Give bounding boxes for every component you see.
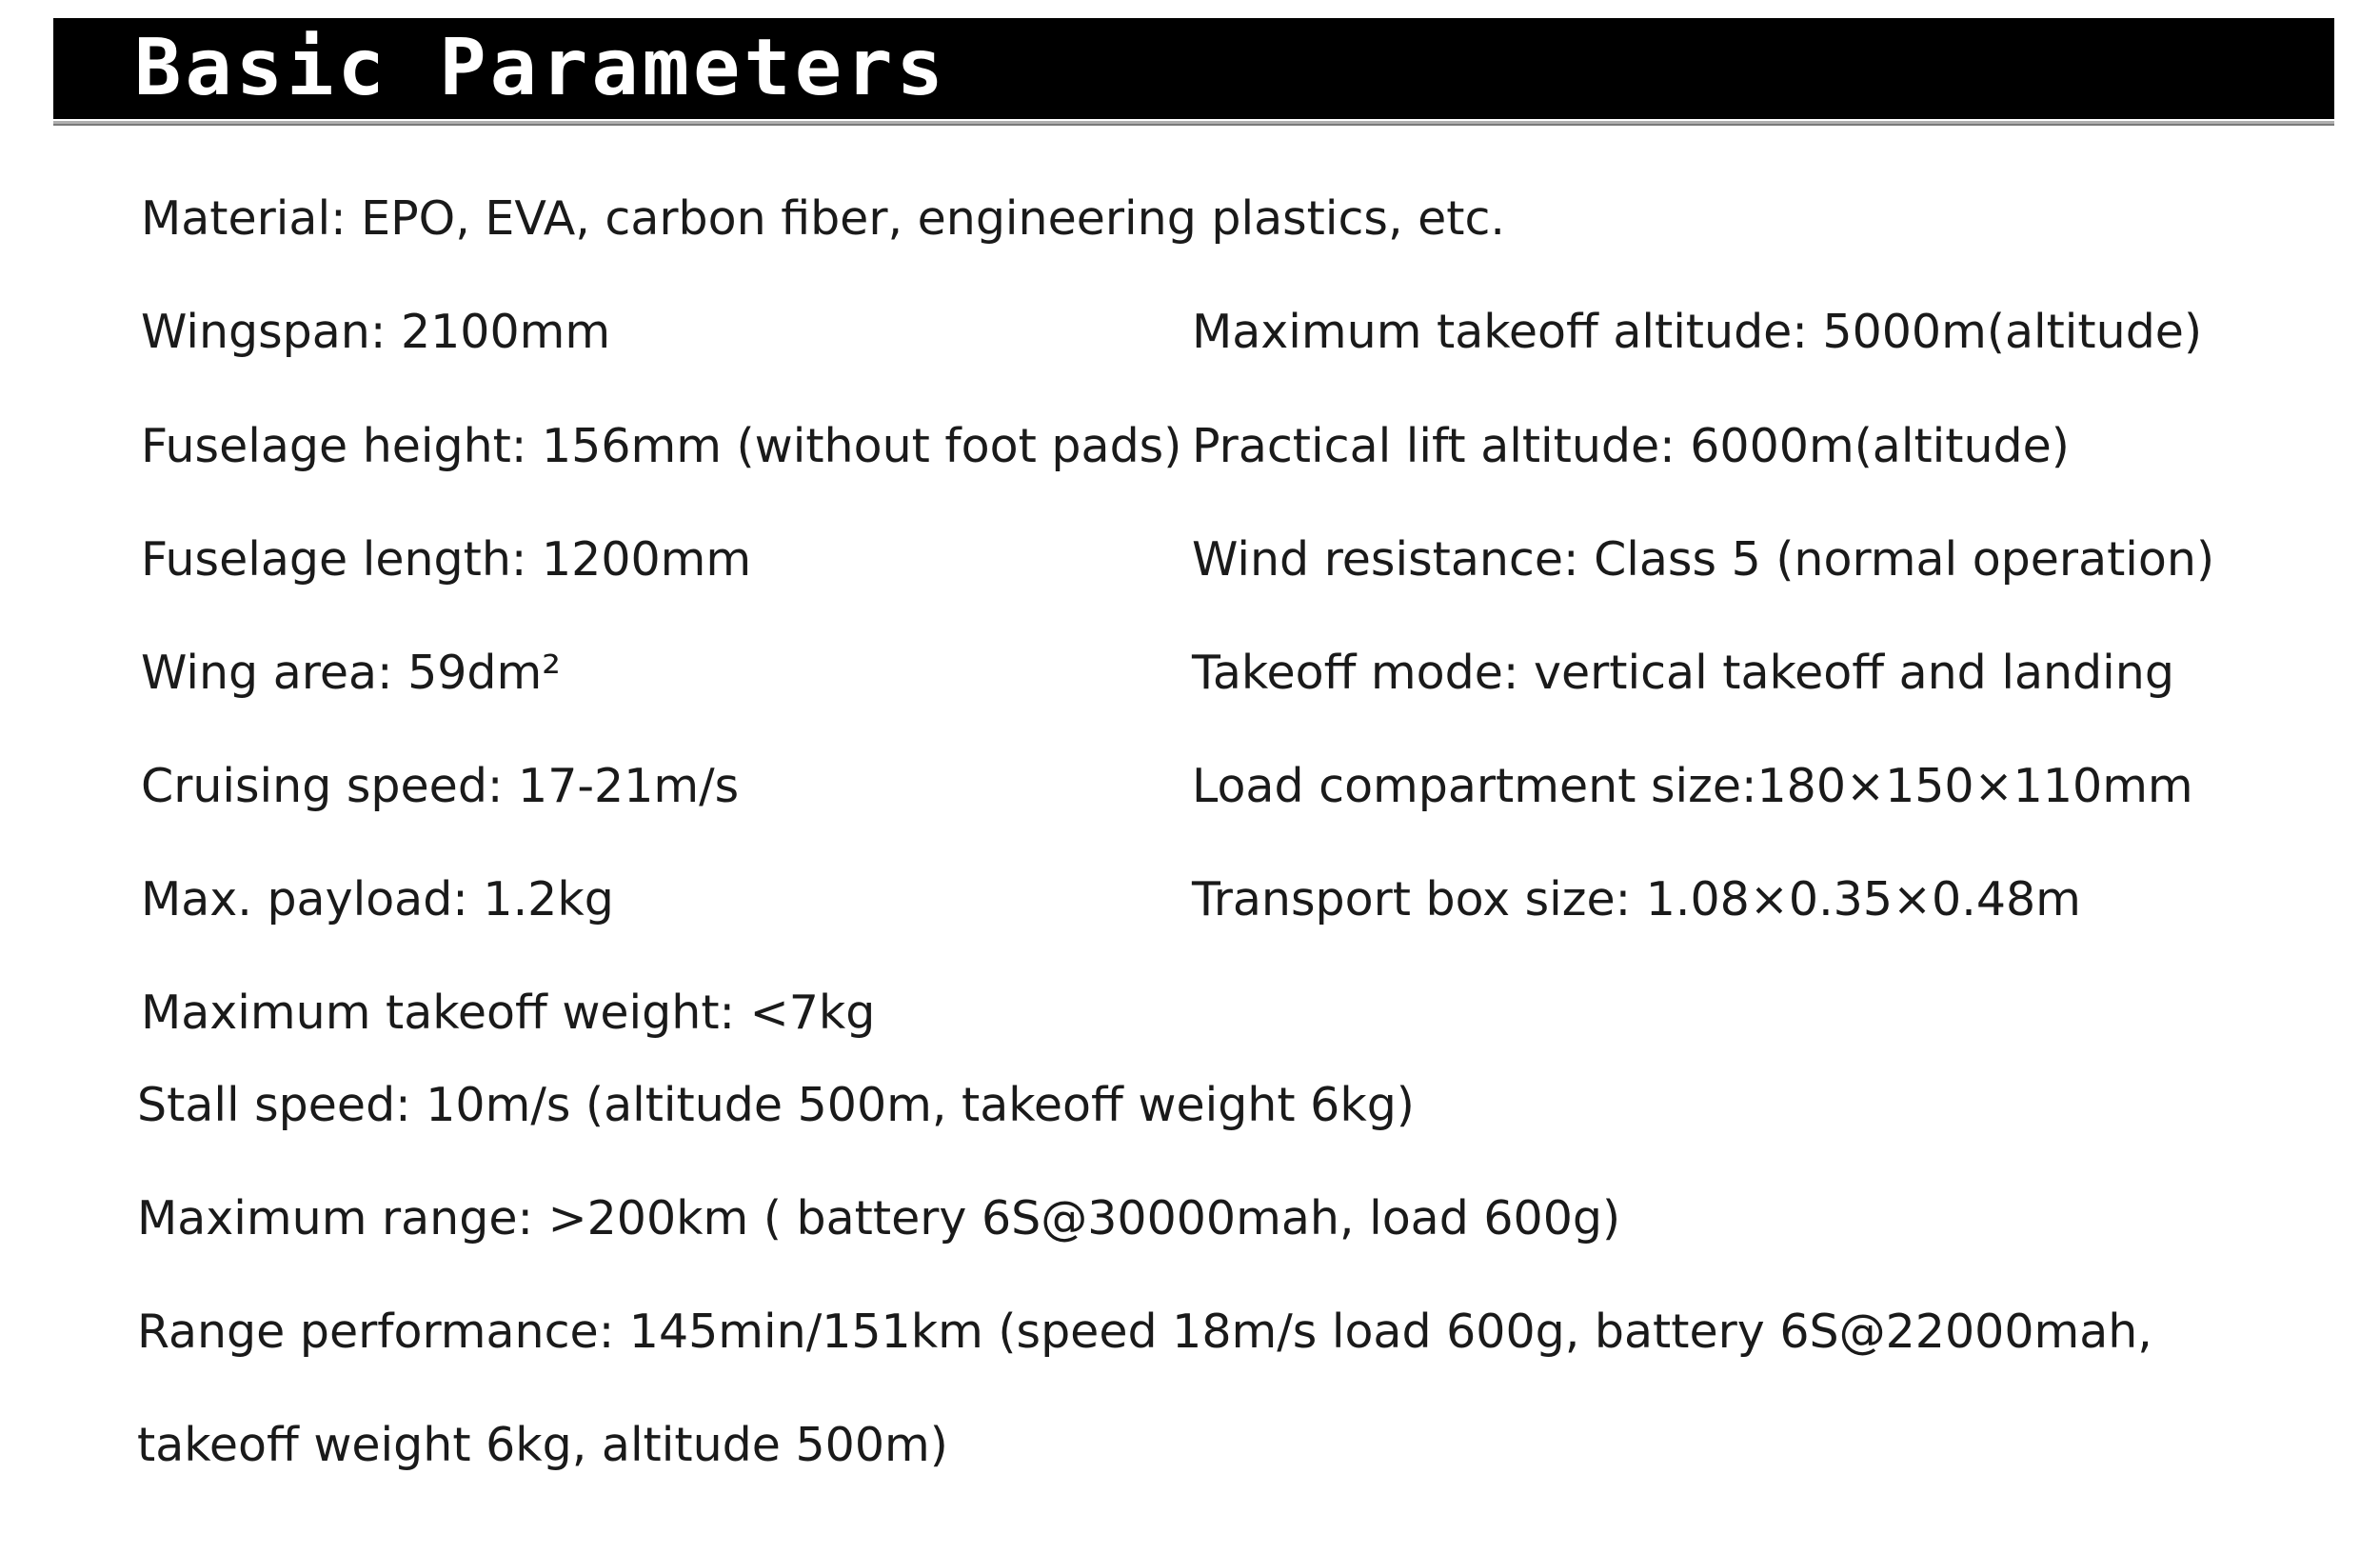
param-max-takeoff-altitude: Maximum takeoff altitude: 5000m(altitude) <box>1192 305 2203 359</box>
param-range-performance-line-2: takeoff weight 6kg, altitude 500m) <box>137 1418 948 1472</box>
param-takeoff-mode: Takeoff mode: vertical takeoff and landing <box>1192 646 2174 700</box>
param-fuselage-height: Fuselage height: 156mm (without foot pads) <box>141 419 1182 473</box>
param-wingspan: Wingspan: 2100mm <box>141 305 611 359</box>
param-transport-box-size: Transport box size: 1.08×0.35×0.48m <box>1192 872 2081 926</box>
param-max-payload: Max. payload: 1.2kg <box>141 872 614 926</box>
param-max-range: Maximum range: >200km ( battery 6S@30000mah, load 600g) <box>137 1191 1621 1245</box>
param-range-performance-line-1: Range performance: 145min/151km (speed 18m/s load 600g, battery 6S@22000mah, <box>137 1305 2152 1359</box>
param-stall-speed: Stall speed: 10m/s (altitude 500m, takeoff weight 6kg) <box>137 1078 1415 1132</box>
param-fuselage-length: Fuselage length: 1200mm <box>141 532 752 587</box>
header-bar <box>53 18 2334 119</box>
param-wind-resistance: Wind resistance: Class 5 (normal operation) <box>1192 532 2215 587</box>
header-divider-line <box>53 124 2334 126</box>
param-material: Material: EPO, EVA, carbon fiber, engineering plastics, etc. <box>141 191 1505 246</box>
param-load-compartment-size: Load compartment size:180×150×110mm <box>1192 759 2193 813</box>
param-cruising-speed: Cruising speed: 17-21m/s <box>141 759 740 813</box>
param-max-takeoff-weight: Maximum takeoff weight: <7kg <box>141 986 876 1040</box>
param-wing-area: Wing area: 59dm² <box>141 646 561 700</box>
param-practical-lift-altitude: Practical lift altitude: 6000m(altitude) <box>1192 419 2070 473</box>
page-title: Basic Parameters <box>134 23 947 113</box>
